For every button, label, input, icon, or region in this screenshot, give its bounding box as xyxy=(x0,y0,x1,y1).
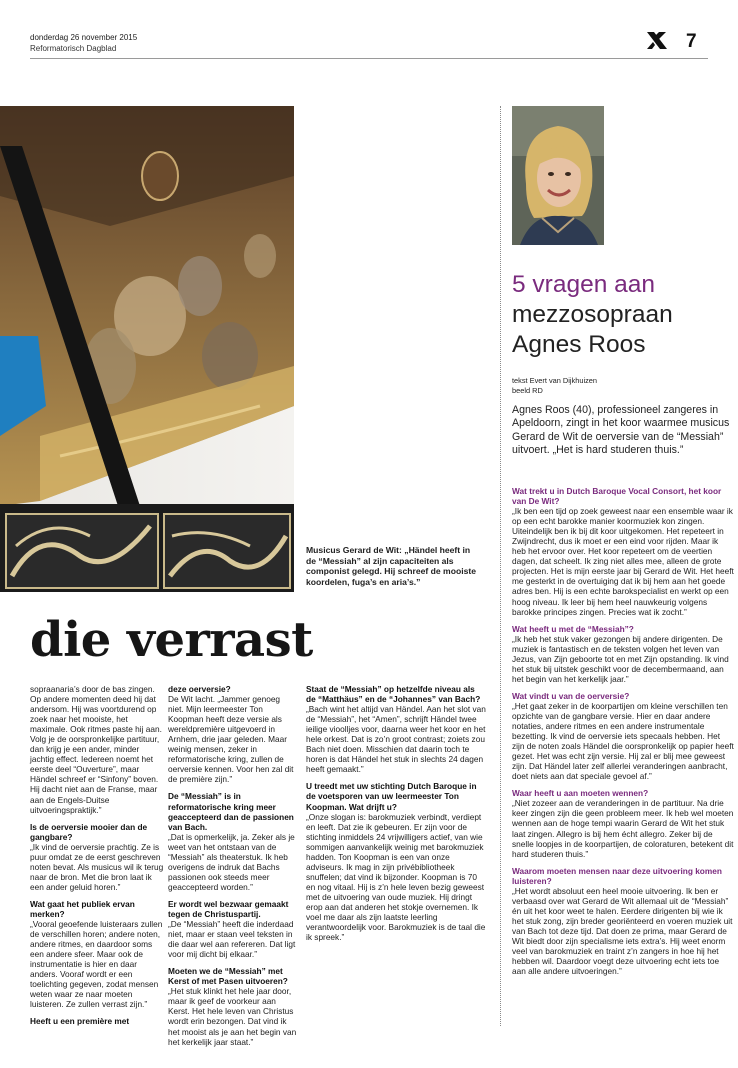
article-column-2 xyxy=(168,684,298,1047)
question-heading: Er wordt wel bezwaar gemaakt tegen de Christuspartij. xyxy=(168,898,289,919)
paragraph: „Het gaat zeker in de koorpartijen om kleine verschillen ten opzichte van de gangbare versie. Hier en daar andere notaties, andere ritmes en een andere instrumentale bezetting. Ik vind de oerversie iets specaals hebben. Het zijn de noten zoals Händel die oorspronkelijk op papier heeft gezet. Het was echt zijn versie. Hij zal er blij mee geweest zijn. Dat Händel later zelf allerlei veranderingen aanbracht, doet niets aan dat speciale gevoel af.” xyxy=(512,700,734,782)
paragraph: „Ik vind de oerversie prachtig. Ze is puur omdat ze de eerst geschreven noten bevat. Als musicus wil ik terug naar de bron. Met die bron laat ik een ander geluid horen.” xyxy=(30,841,164,892)
sidebar-title-line-1: 5 vragen aan xyxy=(512,271,656,298)
question-heading: deze oerversie? xyxy=(168,684,231,694)
sidebar-title-line-2: mezzosopraan xyxy=(512,301,673,328)
newspaper-logo-icon xyxy=(646,30,668,50)
question-heading: Heeft u een première met xyxy=(30,1016,130,1027)
paragraph: „De “Messiah” heeft die inderdaad niet, maar er staan veel teksten in die daar wel aan refereren. Dat ligt voor mij dicht bij elkaar.” xyxy=(168,919,296,960)
article-column-1 xyxy=(30,684,164,1027)
paragraph: sopraanaria’s door de bas zingen. Op andere momenten deed hij dat andersom. Hij was voortdurend op zoek naar het mooiste, het maximale. Ook ritmes paste hij aan. Volg je de oorspronkelijke partituur, dan krijg je een ander, minder jachtig effect. Iedereen noemt het eerste deel “Ouverture”, maar Händel schreef er “Sinfony” boven. Hij dacht niet aan de Franse, maar aan de Engels-Duitse uitvoeringspraktijk.” xyxy=(30,684,162,815)
article-headline: die verrast xyxy=(30,612,313,668)
page-number: 7 xyxy=(686,31,697,52)
newspaper-name: Reformatorisch Dagblad xyxy=(30,44,117,53)
sidebar-intro: Agnes Roos (40), professioneel zangeres in Apeldoorn, zingt in het koor waarmee musicus Gerard de Wit de oerversie van de “Messiah” uitvoert. „Het is hard studeren thuis.” xyxy=(512,404,730,457)
question-heading: Wat trekt u in Dutch Baroque Vocal Consort, het koor van De Wit? xyxy=(512,486,722,507)
sidebar-title-line-3: Agnes Roos xyxy=(512,331,646,358)
paragraph: „Ik heb het stuk vaker gezongen bij andere dirigenten. De muziek is fantastisch en de teksten volgen het leven van Jezus, van Zijn geboorte tot en met Zijn opstanding. Ik vind het stuk bij uitstek geschikt voor de decembermaand, aan het begin van het kerkelijk jaar.” xyxy=(512,633,729,684)
paragraph: „Het wordt absoluut een heel mooie uitvoering. Ik ben er verbaasd over wat Gerard de Wit allemaal uit de “Messiah” én uit het koor weet te halen. Eerdere dirigenten bij wie ik het stuk zong, zijn breder georiënteerd en voeren muziek uit van Bach tot deze tijd. Dat doen ze prima, maar Gerard de Wit biedt door zijn specialisme iets extra’s. Hij weet enorm veel van barokmuziek en traint z’n zangers in hoe hij het hebben wil. Daardoor voegt deze uitvoering echt iets toe aan alle andere uitvoeringen.” xyxy=(512,885,733,977)
article-column-3 xyxy=(306,684,486,942)
paragraph: „Niet zozeer aan de veranderingen in de partituur. Na drie keer zingen zijn die geen probleem meer. Ik heb wel moeten wennen aan de hoge tempi waarin Gerard de Wit het stuk laat zingen. Allegro is bij hem écht allegro. Zeker bij de snelle loopjes in de koorpartijen, de coloraturen, betekent dit hard studeren thuis.” xyxy=(512,798,734,859)
sidebar-credits xyxy=(512,376,597,395)
photo-caption: Musicus Gerard de Wit: „Händel heeft in de “Messiah” al zijn capaciteiten als componist gelegd. Hij schreef de mooiste koordelen, fuga’s en aria’s.” xyxy=(306,545,476,587)
question-heading: Moeten we de “Messiah” met Kerst of met Pasen uitvoeren? xyxy=(168,966,288,987)
paragraph: „Het stuk klinkt het hele jaar door, maar ik geef de voorkeur aan Kerst. Het hele leven van Christus wordt erin bezongen. Dat vind ik het mooist als je aan het begin van het kerkelijk jaar staat.” xyxy=(168,986,297,1047)
question-heading: U treedt met uw stichting Dutch Baroque in de voetsporen van uw leermeester Ton Koopman. Wat drijft u? xyxy=(306,781,477,812)
question-heading: Staat de “Messiah” op hetzelfde niveau als de “Matthäus” en de “Johannes” van Bach? xyxy=(306,684,481,705)
paragraph: „Onze slogan is: barokmuziek verbindt, verdiept en leeft. Dat zie ik gebeuren. Er zijn voor de stichting inmiddels 24 vrijwilligers actief, van wie sommigen aanvankelijk weinig met barokmuziek hadden. Ton Koopman is een van onze adviseurs. Ik mag in zijn privébibliotheek snuffelen; dat vind ik bijzonder. Koopman is 70 en nog vitaal. Hij is z’n hele leven bezig geweest met de uitvoering van oude muziek. Hij dringt erop aan dat anderen het stokje overnemen. Ik voel me daar als zijn laatste leerling verantwoordelijk voor. Barokmuziek is de taal die ik spreek.” xyxy=(306,811,486,943)
question-heading: Is de oerversie mooier dan de gangbare? xyxy=(30,821,148,842)
paragraph: „Ik ben een tijd op zoek geweest naar een ensemble waar ik op een echt barokke manier koormuziek kon zingen. Uiteindelijk ben ik bij dit koor uitgekomen. Het repeteert in Zwijndrecht, dus ik moet er een eind voor rijden. Maar ik heb het ervoor over. Het koor repeteert om de veertien dagen, dat scheelt. Ik zing niet alles mee, alleen de grote projecten. Het is mijn eerste jaar bij Gerard de Wit. Het heeft me gesterkt in de overtuiging dat ik bij hem aan het goede adres ben. Hij is een echte barokspecialist en werkt op een hoog niveau. Ik leer bij hem heel nauwkeurig volgens barokke principes zingen. Precies wat ik zocht.” xyxy=(512,506,734,617)
question-heading: Waarom moeten mensen naar deze uitvoering komen luisteren? xyxy=(512,865,722,886)
question-heading: Wat gaat het publiek ervan merken? xyxy=(30,898,135,919)
question-heading: Wat heeft u met de “Messiah”? xyxy=(512,623,634,634)
sidebar-qa xyxy=(512,486,734,976)
question-heading: Wat vindt u van de oerversie? xyxy=(512,690,630,701)
paragraph: „Bach wint het altijd van Händel. Aan het slot van de “Messiah”, het “Amen”, schrijft Händel twee ieilige vioolljes voor, daarna weer het koor en het hele orkest. Dat is zo’n groot contrast; zoiets zou Bach niet doen. Misschien dat daarin toch te horen is dat Händel het stuk in slechts 24 dagen heeft gemaakt.” xyxy=(306,704,486,775)
paragraph: „Dat is opmerkelijk, ja. Zeker als je weet van het ontstaan van de “Messiah” als theaterstuk. Ik heb overigens de indruk dat Bachs passionen ook steeds meer geaccepteerd worden.” xyxy=(168,831,295,892)
harpsichord-photo xyxy=(0,106,294,592)
credit-text: tekst Evert van Dijkhuizen xyxy=(512,376,598,385)
column-separator xyxy=(500,106,501,1026)
sidebar-title xyxy=(512,270,732,360)
paragraph: De Wit lacht. „Jammer genoeg niet. Mijn leermeester Ton Koopman heeft deze versie als wereldpremière uitgevoerd in Arnhem, drie jaar geleden. Maar weinig mensen, zeker in reformatorische kring, zullen de oerversie kennen. Voor hen zal dit de première zijn.” xyxy=(168,694,294,785)
question-heading: Waar heeft u aan moeten wennen? xyxy=(512,788,649,799)
credit-photo: beeld RD xyxy=(512,385,543,395)
paragraph: „Vooral geoefende luisteraars zullen de verschillen horen; andere noten, andere ritmes, en daardoor soms een andere sfeer. Maar ook de instrumentatie is hier en daar anders. Vooraf wordt er een toelichting gegeven, zodat mensen weten waar ze naar moeten luisteren. Ze zullen verrast zijn.” xyxy=(30,919,163,1010)
question-heading: De “Messiah” is in reformatorische kring meer geaccepteerd dan de passionen van Bach. xyxy=(168,791,294,832)
header-divider xyxy=(30,58,708,59)
agnes-roos-portrait xyxy=(512,106,604,245)
issue-date: donderdag 26 november 2015 xyxy=(30,33,138,42)
